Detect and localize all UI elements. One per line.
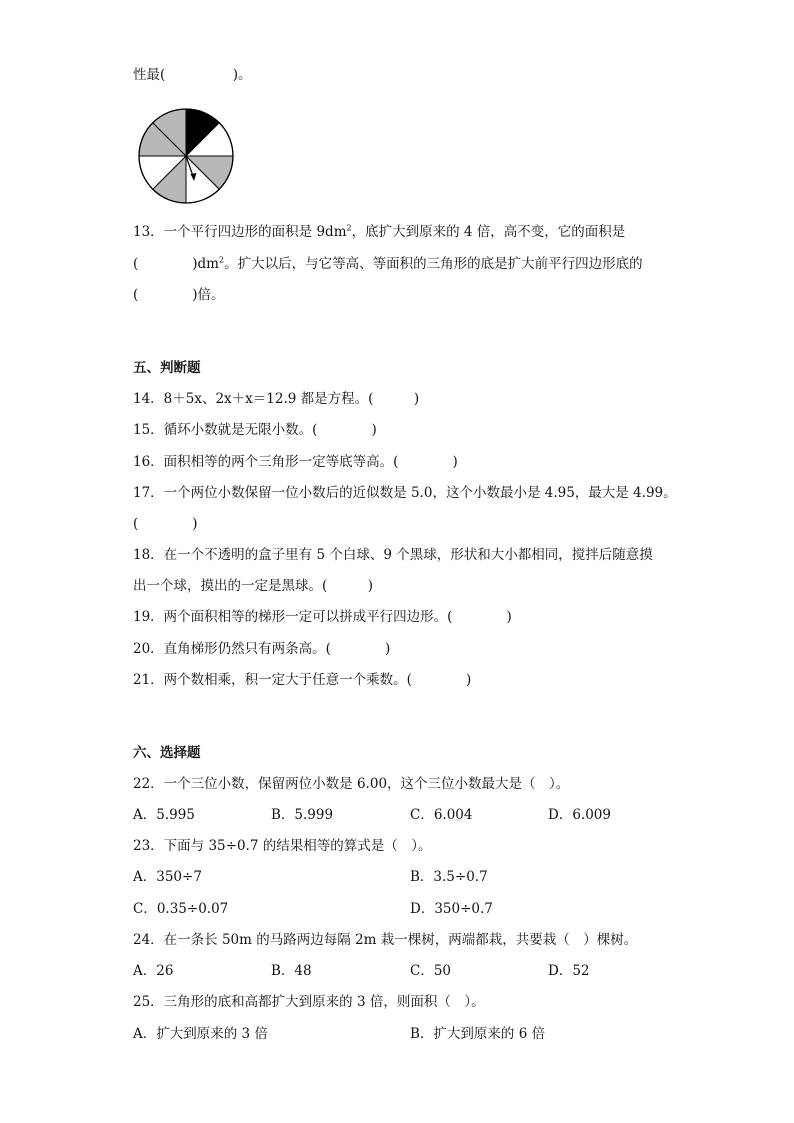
judge-item: 出一个球，摸出的一定是黑球。( ) (133, 578, 374, 594)
judge-item: 14．8＋5x、2x＋x＝12.9 都是方程。( ) (133, 391, 420, 407)
q24-option-d: D．52 (548, 963, 590, 979)
judge-item: 17．一个两位小数保留一位小数后的近似数是 5.0，这个小数最小是 4.95，最大是 4.99。 (133, 485, 677, 501)
q22-option-b: B．5.999 (271, 807, 334, 823)
spinner-figure (137, 107, 235, 205)
judge-item: 21．两个数相乘，积一定大于任意一个乘数。( ) (133, 672, 472, 688)
judge-item: ( ) (133, 516, 198, 532)
q22-option-a: A．5.995 (133, 807, 195, 823)
q23-option-c: C．0.35÷0.07 (133, 901, 229, 917)
q24-stem: 24．在一条长 50m 的马路两边每隔 2m 栽一棵树，两端都栽，共要栽（ ）棵树。 (133, 932, 638, 948)
judge-item: 19．两个面积相等的梯形一定可以拼成平行四边形。( ) (133, 609, 512, 625)
section6-title: 六、选择题 (133, 745, 201, 761)
q13-line-1: 13．一个平行四边形的面积是 $9dm^2$，底扩大到原来的 4 倍，高不变，它的面积是 (133, 223, 626, 240)
q23-option-d: D．350÷0.7 (410, 901, 493, 917)
judge-item: 15．循环小数就是无限小数。( ) (133, 422, 377, 438)
section5-title: 五、判断题 (133, 360, 201, 376)
q23-option-a: A．350÷7 (133, 869, 202, 885)
q25-option-b: B．扩大到原来的 6 倍 (410, 1026, 546, 1042)
q23-option-b: B．3.5÷0.7 (410, 869, 488, 885)
q24-option-a: A．26 (133, 963, 174, 979)
q25-stem: 25．三角形的底和高都扩大到原来的 3 倍，则面积（ ）。 (133, 994, 485, 1010)
q22-stem: 22．一个三位小数，保留两位小数是 6.00，这个三位小数最大是（ ）。 (133, 776, 570, 792)
q13-line-2: ( )$dm^2$。扩大以后，与它等高、等面积的三角形的底是扩大前平行四边形底的 (133, 255, 643, 272)
q13-line-3: ( )倍。 (133, 287, 225, 303)
judge-item: 16．面积相等的两个三角形一定等底等高。( ) (133, 454, 458, 470)
q24-option-c: C．50 (410, 963, 452, 979)
q25-option-a: A．扩大到原来的 3 倍 (133, 1026, 268, 1042)
q23-stem: 23．下面与 35÷0.7 的结果相等的算式是（ ）。 (133, 838, 432, 854)
q22-option-c: C．6.004 (410, 807, 473, 823)
judge-item: 18．在一个不透明的盒子里有 5 个白球、9 个黑球，形状和大小都相同，搅拌后随意摸 (133, 547, 653, 563)
judge-item: 20．直角梯形仍然只有两条高。( ) (133, 641, 391, 657)
prev-question-tail: 性最( )。 (133, 67, 252, 83)
q24-option-b: B．48 (271, 963, 312, 979)
q22-option-d: D．6.009 (548, 807, 611, 823)
